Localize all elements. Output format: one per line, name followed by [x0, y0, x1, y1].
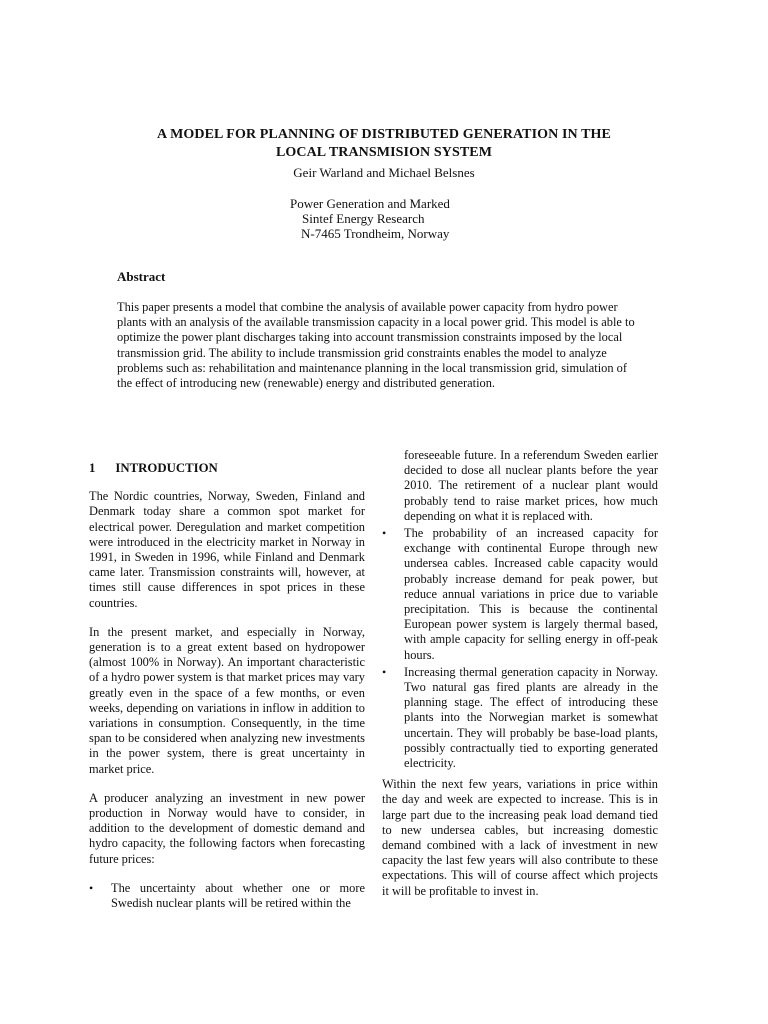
- section-number: 1: [89, 461, 96, 475]
- right-column: [382, 448, 658, 913]
- bullet-list: [89, 881, 365, 911]
- section-title: INTRODUCTION: [115, 461, 218, 475]
- affiliation-line-2: Sintef Energy Research: [302, 211, 425, 226]
- list-item: [89, 881, 365, 911]
- affiliation: [290, 196, 490, 241]
- paragraph: Within the next few years, variations in price within the day and week are expected to increase. This is in large part due to the increasing peak load demand tied to new undersea cables, but increasing domestic demand combined with a lack of investment in new capacity the last few years will also contribute to these expectations. This will of course affect which projects it will be profitable to invest in.: [382, 777, 658, 898]
- bullet-icon: •: [89, 880, 94, 895]
- paragraph: In the present market, and especially in Norway, generation is to a great extent based on hydropower (almost 100% in Norway). An important characteristic of a hydro power system is that market prices may vary greatly even in the space of a few months, or even weeks, depending on variations in inflow in addition to variations in consumption. Consequently, in the time span to be considered when analyzing new investments in the power system, there is great uncertainty in market price.: [89, 624, 365, 776]
- section-heading: [89, 461, 365, 476]
- bullet-list: [382, 526, 658, 771]
- list-item: [382, 526, 658, 663]
- title-line-2: LOCAL TRANSMISION SYSTEM: [275, 145, 493, 160]
- affiliation-line-3: N-7465 Trondheim, Norway: [301, 226, 450, 241]
- bullet-text: Increasing thermal generation capacity in Norway. Two natural gas fired plants are already in the planning stage. The effect of introducing these plants into the Norwegian market is somewhat uncertain. They will probably be base-load plants, possibly contractually tied to exporting generated electricity.: [404, 664, 658, 771]
- bullet-text: The uncertainty about whether one or more Swedish nuclear plants will be retired within the: [111, 880, 365, 911]
- title-line-1: A MODEL FOR PLANNING OF DISTRIBUTED GENERATION IN THE: [157, 127, 611, 142]
- affiliation-line-1: Power Generation and Marked: [290, 196, 450, 211]
- bullet-icon: •: [382, 664, 387, 679]
- abstract-heading: Abstract: [117, 269, 166, 284]
- bullet-continuation: foreseeable future. In a referendum Sweden earlier decided to dose all nuclear plants before the year 2010. The retirement of a nuclear plant would probably tend to raise market prices, how much depending on what it is replaced with.: [404, 448, 658, 523]
- bullet-text: The probability of an increased capacity for exchange with continental Europe through new undersea cables. Increased cable capacity would probably increase demand for peak power, but reduce annual variations in price due to variable precipitation. This is because the continental European power system is largely thermal based, with ample capacity for selling energy in off-peak hours.: [404, 526, 658, 662]
- authors: Geir Warland and Michael Belsnes: [293, 165, 475, 180]
- paragraph: The Nordic countries, Norway, Sweden, Finland and Denmark today share a common spot market for electrical power. Deregulation and market competition were introduced in the electricity market in Norway in 1991, in Sweden in 1996, while Finland and Denmark came later. Transmission constraints will, however, at times still cause differences in spot prices in these countries.: [89, 489, 365, 610]
- list-item: [382, 665, 658, 771]
- paper-title: [0, 126, 748, 162]
- abstract-text: This paper presents a model that combine the analysis of available power capacity from hydro power plants with an analysis of the available transmission capacity in a local power grid. This model is able to optimize the power plant discharges taking into account transmission constraints imposed by the local transmission grid. The ability to include transmission grid constraints enables the model to analyze problems such as: rehabilitation and maintenance planning in the local transmission grid, simulation of the effect of introducing new (renewable) energy and distributed generation.: [117, 300, 635, 391]
- left-column: [89, 461, 365, 913]
- bullet-icon: •: [382, 526, 387, 541]
- paragraph: A producer analyzing an investment in new power production in Norway would have to consider, in addition to the development of domestic demand and hydro capacity, the following factors when forecasting future prices:: [89, 790, 365, 866]
